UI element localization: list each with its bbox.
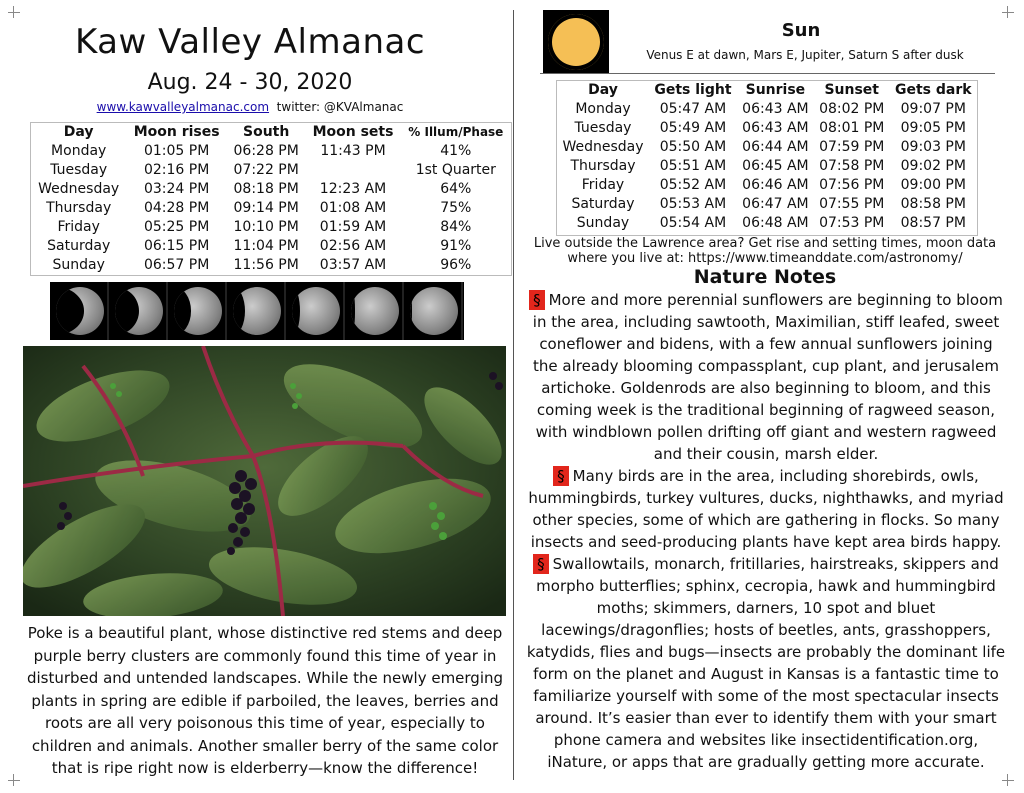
crop-mark — [1007, 774, 1008, 786]
nature-note — [526, 553, 1006, 773]
table-cell: 07:55 PM — [819, 195, 885, 212]
sun-table-row — [557, 137, 977, 156]
date-range: Aug. 24 - 30, 2020 — [147, 70, 353, 95]
planets-note: Venus E at dawn, Mars E, Jupiter, Saturn S after dusk — [646, 48, 964, 62]
moon-phase-strip — [50, 282, 464, 340]
nature-note — [526, 465, 1006, 553]
table-cell: 02:16 PM — [143, 161, 210, 178]
table-cell: 03:57 AM — [319, 256, 387, 273]
table-cell: Wednesday — [38, 180, 120, 197]
crop-mark — [13, 6, 14, 18]
moon-table-row — [31, 217, 511, 236]
table-cell: Friday — [581, 176, 625, 193]
crop-mark — [8, 12, 20, 13]
table-cell: 07:56 PM — [819, 176, 885, 193]
table-cell: 03:24 PM — [143, 180, 210, 197]
table-cell: 10:10 PM — [233, 218, 299, 235]
table-cell: Monday — [575, 100, 631, 117]
table-cell: 75% — [440, 199, 472, 216]
table-cell: 09:00 PM — [900, 176, 966, 193]
section-icon: § — [533, 554, 549, 574]
sun-icon — [548, 14, 604, 70]
moon-table-row — [31, 160, 511, 179]
sun-rule — [540, 73, 995, 74]
table-cell: 08:02 PM — [819, 100, 885, 117]
col-header: Sunrise — [745, 82, 806, 98]
sun-table-row — [557, 99, 977, 118]
table-cell: 01:59 AM — [319, 218, 387, 235]
table-cell: 06:43 AM — [742, 100, 809, 117]
col-header: Day — [63, 124, 94, 140]
moon-phase-icon — [345, 282, 404, 340]
col-header: Moon rises — [133, 124, 220, 140]
moon-table-row — [31, 255, 511, 274]
moon-phase-icon — [168, 282, 227, 340]
col-header: Gets dark — [895, 82, 972, 98]
table-cell: 91% — [440, 237, 472, 254]
table-cell: 07:22 PM — [233, 161, 299, 178]
table-cell: 06:45 AM — [742, 157, 809, 174]
table-cell: 05:52 AM — [659, 176, 727, 193]
table-cell — [305, 160, 400, 179]
table-cell: 64% — [440, 180, 472, 197]
table-cell: 06:48 AM — [742, 214, 809, 231]
table-cell: 05:49 AM — [659, 119, 727, 136]
nature-note-text: More and more perennial sunflowers are beginning to bloom in the area, including sawtooth, Maximilian, stiff leafed, sweet coneflower and bidens, with a few annual sunflowers joining the already blooming compassplant, cup plant, and jerusalem artichoke. Goldenrods are also beginning to bloom, and this coming week is the traditional beginning of ragweed season, with windblown pollen drifting off giant and western ragweed and their cousin, marsh elder. — [532, 291, 1003, 463]
table-cell: 09:03 PM — [900, 138, 966, 155]
page-title: Kaw Valley Almanac — [74, 22, 426, 62]
table-cell: 12:23 AM — [319, 180, 387, 197]
table-cell: Saturday — [47, 237, 111, 254]
sun-table-row — [557, 194, 977, 213]
table-cell: 08:18 PM — [233, 180, 299, 197]
twitter-handle: twitter: @KVAlmanac — [276, 100, 404, 114]
col-header: Gets light — [654, 82, 732, 98]
table-cell: 11:43 PM — [320, 142, 386, 159]
sun-table-row — [557, 156, 977, 175]
table-cell: 05:25 PM — [143, 218, 210, 235]
website-link[interactable]: www.kawvalleyalmanac.com — [96, 100, 270, 114]
col-header: Day — [588, 82, 618, 98]
table-cell: 02:56 AM — [319, 237, 387, 254]
table-cell: 09:05 PM — [900, 119, 966, 136]
moon-phase-icon — [404, 282, 463, 340]
table-cell: 06:28 PM — [233, 142, 299, 159]
col-header: Moon sets — [312, 124, 394, 140]
crop-mark — [1007, 6, 1008, 18]
table-cell: 11:04 PM — [233, 237, 299, 254]
table-cell: 08:58 PM — [900, 195, 966, 212]
table-cell: 05:53 AM — [659, 195, 727, 212]
moon-table-row — [31, 198, 511, 217]
table-cell: Sunday — [576, 214, 630, 231]
header-links — [30, 100, 470, 114]
table-cell: 84% — [440, 218, 472, 235]
table-cell: 07:59 PM — [819, 138, 885, 155]
table-cell: Sunday — [52, 256, 105, 273]
nature-note-text: Swallowtails, monarch, fritillaries, hairstreaks, skippers and morpho butterflies; sphinx, cecropia, hawk and hummingbird moths; skimmers, darners, 10 spot and bluet lacewings/dragonflies; hosts of beetles, ants, grasshoppers, katydids, flies and bugs—insects are probably the dominant life form on the planet and August in Kansas is a fantastic time to familiarize yourself with some of the most spectacular insects around. It’s easier than ever to identify them with your smart phone camera and websites like insectidentification.org, iNature, or apps that are gradually getting more accurate. — [526, 555, 1006, 771]
table-cell: 07:58 PM — [819, 157, 885, 174]
moon-phase-icon — [227, 282, 286, 340]
table-cell: 05:47 AM — [659, 100, 727, 117]
nature-notes-title: Nature Notes — [693, 266, 837, 288]
table-cell: 04:28 PM — [143, 199, 210, 216]
page-divider — [513, 10, 514, 780]
table-cell: Tuesday — [574, 119, 632, 136]
table-cell: 01:05 PM — [143, 142, 210, 159]
table-cell: 08:01 PM — [819, 119, 885, 136]
nature-notes-body — [526, 289, 1006, 773]
table-cell: 05:50 AM — [659, 138, 727, 155]
section-icon: § — [529, 290, 545, 310]
table-cell: 96% — [440, 256, 472, 273]
photo-caption: Poke is a beautiful plant, whose distinctive red stems and deep purple berry clusters are commonly found this time of year in disturbed and untended landscapes. While the newly emerging plants in spring are edible if parboiled, the leaves, berries and roots are all very poisonous this time of year, especially to children and animals. Another smaller berry of the same color that is ripe right now is elderberry—know the difference! — [26, 624, 504, 777]
sun-table-row — [557, 213, 977, 232]
section-icon: § — [553, 466, 569, 486]
table-cell: 01:08 AM — [319, 199, 387, 216]
table-cell: Saturday — [571, 195, 635, 212]
moon-phase-icon — [286, 282, 345, 340]
col-header: South — [243, 124, 290, 140]
sun-table — [556, 80, 978, 236]
table-cell: 06:43 AM — [742, 119, 809, 136]
table-cell: Monday — [51, 142, 107, 159]
moon-table — [30, 122, 512, 276]
nature-note-text: Many birds are in the area, including shorebirds, owls, hummingbirds, turkey vultures, ducks, nighthawks, and myriad other species, some of which are gathering in flocks. So many insects and seed-producing plants have kept area birds happy. — [528, 467, 1004, 551]
table-cell: 09:07 PM — [900, 100, 966, 117]
table-cell: Friday — [57, 218, 100, 235]
table-cell: Thursday — [570, 157, 636, 174]
col-header: % Illum/Phase — [408, 125, 504, 139]
sun-table-row — [557, 175, 977, 194]
crop-mark — [1002, 12, 1014, 13]
table-cell: 06:15 PM — [143, 237, 210, 254]
table-cell: 07:53 PM — [819, 214, 885, 231]
table-cell: 09:02 PM — [900, 157, 966, 174]
crop-mark — [8, 780, 20, 781]
table-cell: 41% — [440, 142, 472, 159]
moon-phase-icon — [50, 282, 109, 340]
moon-table-row — [31, 236, 511, 255]
table-cell: Thursday — [46, 199, 112, 216]
table-cell: 06:57 PM — [143, 256, 210, 273]
moon-table-row — [31, 141, 511, 160]
crop-mark — [13, 774, 14, 786]
nature-note — [526, 289, 1006, 465]
table-cell: 08:57 PM — [900, 214, 966, 231]
table-cell: Tuesday — [50, 161, 108, 178]
table-cell: 06:47 AM — [742, 195, 809, 212]
outside-area-note: Live outside the Lawrence area? Get rise and setting times, moon data where you live at: https://www.timeanddate.com/astronomy/ — [533, 236, 997, 266]
table-cell: 05:51 AM — [659, 157, 727, 174]
table-cell: 06:46 AM — [742, 176, 809, 193]
moon-phase-icon — [109, 282, 168, 340]
table-cell: Wednesday — [562, 138, 644, 155]
col-header: Sunset — [824, 82, 879, 98]
table-cell: 09:14 PM — [233, 199, 299, 216]
table-cell: 06:44 AM — [742, 138, 809, 155]
pokeweed-photo — [23, 346, 506, 616]
sun-title: Sun — [781, 20, 821, 41]
table-cell: 11:56 PM — [233, 256, 299, 273]
table-cell: 05:54 AM — [659, 214, 727, 231]
table-cell: 1st Quarter — [415, 161, 496, 178]
moon-table-row — [31, 179, 511, 198]
crop-mark — [1002, 780, 1014, 781]
sun-table-row — [557, 118, 977, 137]
